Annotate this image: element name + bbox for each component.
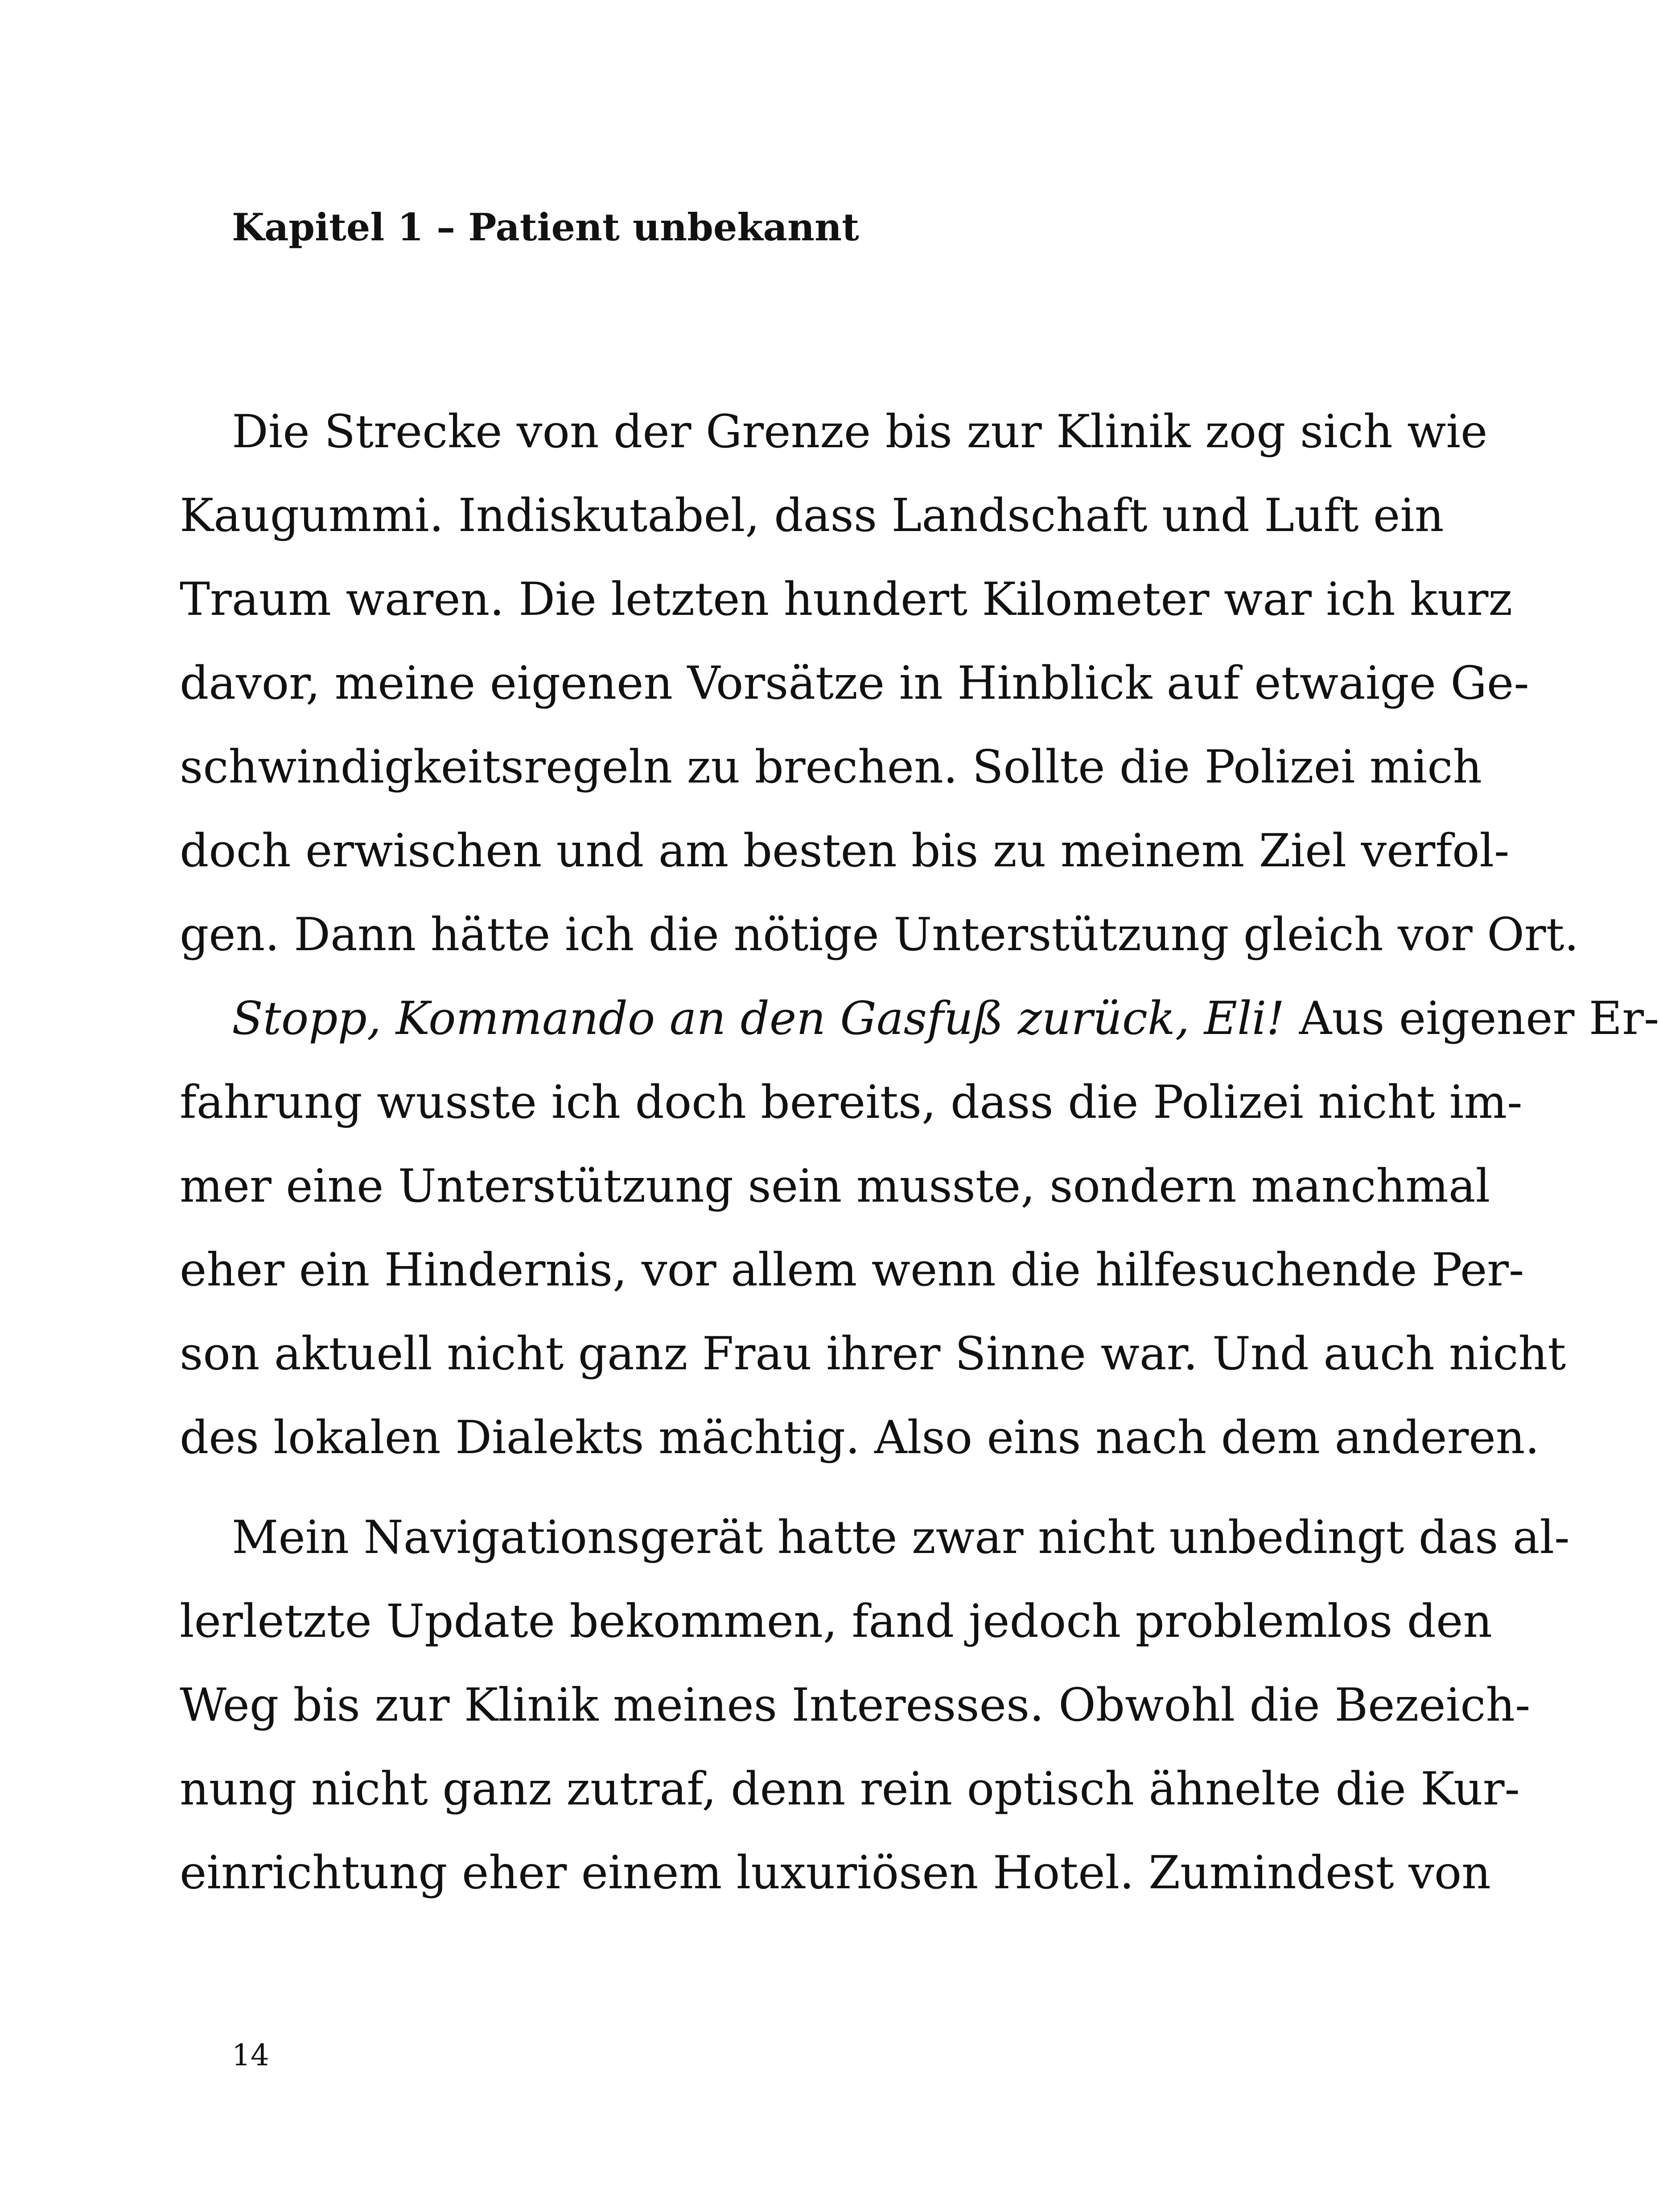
text-line: Mein Navigationsgerät hatte zwar nicht unbedingt das al- xyxy=(232,1511,1570,1564)
text-line: einrichtung eher einem luxuriösen Hotel. Zumindest von xyxy=(180,1846,1491,1899)
page-number: 14 xyxy=(232,2038,269,2072)
text-line: Weg bis zur Klinik meines Interesses. Obwohl die Bezeich- xyxy=(180,1679,1531,1732)
text-line: fahrung wusste ich doch bereits, dass die Polizei nicht im- xyxy=(180,1076,1523,1129)
chapter-title: Kapitel 1 – Patient unbekannt xyxy=(232,205,859,249)
text-fragment: Aus eigener Er- xyxy=(1284,992,1659,1045)
text-line: des lokalen Dialekts mächtig. Also eins nach dem anderen. xyxy=(180,1411,1540,1464)
paragraph-3 xyxy=(180,1496,1570,1915)
paragraph-1 xyxy=(180,390,1579,977)
text-line: doch erwischen und am besten bis zu meinem Ziel verfol- xyxy=(180,824,1510,877)
text-line: eher ein Hindernis, vor allem wenn die hilfesuchende Per- xyxy=(180,1244,1524,1297)
text-line: nung nicht ganz zutraf, denn rein optisch ähnelte die Kur- xyxy=(180,1763,1520,1816)
text-line: gen. Dann hätte ich die nötige Unterstützung gleich vor Ort. xyxy=(180,908,1579,961)
text-line: davor, meine eigenen Vorsätze in Hinblick auf etwaige Ge- xyxy=(180,657,1529,710)
text-line: Die Strecke von der Grenze bis zur Klinik zog sich wie xyxy=(232,405,1488,458)
paragraph-2 xyxy=(180,977,1659,1480)
text-line: mer eine Unterstützung sein musste, sondern manchmal xyxy=(180,1160,1490,1213)
text-line: son aktuell nicht ganz Frau ihrer Sinne war. Und auch nicht xyxy=(180,1327,1566,1380)
text-line xyxy=(180,977,1659,1061)
italic-thought: Stopp, Kommando an den Gasfuß zurück, Eli! xyxy=(232,992,1285,1045)
text-line: Traum waren. Die letzten hundert Kilometer war ich kurz xyxy=(180,573,1513,626)
text-line: lerletzte Update bekommen, fand jedoch problemlos den xyxy=(180,1595,1493,1648)
text-line: Kaugummi. Indiskutabel, dass Landschaft und Luft ein xyxy=(180,489,1444,542)
text-line: schwindigkeitsregeln zu brechen. Sollte die Polizei mich xyxy=(180,741,1482,794)
